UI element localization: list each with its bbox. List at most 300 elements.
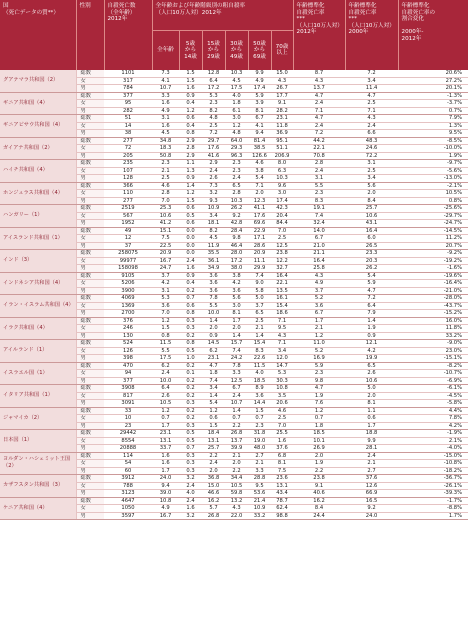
- value-cell: 9.3: [202, 197, 225, 205]
- value-cell: 5.0: [345, 385, 398, 393]
- value-cell: 205: [104, 152, 152, 160]
- value-cell: 7.0: [271, 227, 293, 235]
- header-age-all: 全年齢: [152, 30, 179, 70]
- value-cell: 9.1: [293, 482, 345, 490]
- value-cell: 16.4: [271, 272, 293, 280]
- sex-cell: 女: [76, 190, 104, 198]
- value-cell: 3.4: [345, 77, 398, 85]
- value-cell: 11.8: [271, 122, 293, 130]
- value-cell: 1.2: [152, 317, 179, 325]
- value-cell: 11.5: [248, 362, 271, 370]
- value-cell: 4.1: [152, 77, 179, 85]
- value-cell: 5.3: [152, 295, 179, 303]
- value-cell: 13.1: [152, 437, 179, 445]
- value-cell: 17.4: [271, 197, 293, 205]
- value-cell: 1.9: [293, 392, 345, 400]
- sex-cell: 男: [76, 445, 104, 453]
- sex-cell: 女: [76, 257, 104, 265]
- value-cell: 24.7: [152, 265, 179, 273]
- value-cell: 38.5: [248, 145, 271, 153]
- table-row: [0, 385, 468, 393]
- value-cell: 2.5: [152, 175, 179, 183]
- value-cell: 0.3: [179, 325, 202, 333]
- sex-cell: 総数: [76, 497, 104, 505]
- value-cell: 17.6: [202, 145, 225, 153]
- value-cell: 0.7: [225, 415, 248, 423]
- value-cell: 4.7: [345, 92, 398, 100]
- value-cell: 1.6: [179, 265, 202, 273]
- value-cell: 0.5: [179, 212, 202, 220]
- value-cell: 2.0: [248, 190, 271, 198]
- value-cell: 277: [104, 137, 152, 145]
- value-cell: 5206: [104, 280, 152, 288]
- value-cell: 21.4: [248, 497, 271, 505]
- value-cell: 16.9: [293, 355, 345, 363]
- value-cell: -10.8%: [398, 460, 468, 468]
- value-cell: 0.8: [179, 130, 202, 138]
- value-cell: 9.4: [248, 130, 271, 138]
- value-cell: 4.9: [248, 77, 271, 85]
- value-cell: 33.2%: [398, 332, 468, 340]
- value-cell: 64.0: [225, 137, 248, 145]
- value-cell: 3.3: [152, 92, 179, 100]
- value-cell: 4.9: [152, 505, 179, 513]
- value-cell: 72.2: [345, 152, 398, 160]
- sex-cell: 男: [76, 107, 104, 115]
- value-cell: 1.4: [202, 317, 225, 325]
- value-cell: 14.4: [248, 400, 271, 408]
- value-cell: 4.3: [271, 332, 293, 340]
- value-cell: 54: [104, 460, 152, 468]
- value-cell: 2.2: [293, 467, 345, 475]
- sex-cell: 女: [76, 325, 104, 333]
- value-cell: 567: [104, 212, 152, 220]
- value-cell: 4.6: [248, 160, 271, 168]
- value-cell: 14.7: [271, 362, 293, 370]
- value-cell: 277: [104, 197, 152, 205]
- value-cell: 8.7: [293, 70, 345, 77]
- value-cell: 26.8: [202, 512, 225, 520]
- value-cell: 4.3: [345, 115, 398, 123]
- value-cell: 4.4%: [398, 407, 468, 415]
- value-cell: 524: [104, 340, 152, 348]
- value-cell: 2.5: [202, 122, 225, 130]
- value-cell: 41.2: [152, 220, 179, 228]
- header-age-70-plus: 70歳 以上: [271, 30, 293, 70]
- value-cell: 18.5: [248, 377, 271, 385]
- value-cell: 99977: [104, 257, 152, 265]
- value-cell: 1.5: [179, 70, 202, 77]
- value-cell: 10.0: [152, 377, 179, 385]
- value-cell: -43.7%: [398, 302, 468, 310]
- value-cell: -6.9%: [398, 377, 468, 385]
- value-cell: 0.9: [202, 332, 225, 340]
- value-cell: 6.0: [345, 235, 398, 243]
- value-cell: 19.9: [345, 355, 398, 363]
- value-cell: 2.4: [293, 100, 345, 108]
- value-cell: 1.2: [179, 190, 202, 198]
- value-cell: 0.5: [179, 430, 202, 438]
- value-cell: 72: [104, 145, 152, 153]
- value-cell: 14.5: [202, 340, 225, 348]
- sex-cell: 女: [76, 167, 104, 175]
- value-cell: 2.6: [345, 370, 398, 378]
- header-percent-change: 年齢標準化 自殺死亡率の 割合変化 2000年- 2012年: [398, 0, 468, 70]
- value-cell: 69.6: [248, 220, 271, 228]
- value-cell: 1.5: [179, 77, 202, 85]
- value-cell: 24.4: [293, 512, 345, 520]
- value-cell: 2.8: [179, 145, 202, 153]
- value-cell: 4.3: [293, 272, 345, 280]
- sex-cell: 総数: [76, 475, 104, 483]
- country-name: ハイチ共和国（4）: [0, 160, 76, 183]
- value-cell: 2.7: [248, 452, 271, 460]
- value-cell: 0.6: [179, 205, 202, 213]
- header-suicides: 自殺死亡数 （全年齢） 2012年: [104, 0, 152, 70]
- value-cell: 3.7: [293, 287, 345, 295]
- country-name: イタリア共和国（1）: [0, 385, 76, 408]
- value-cell: 17.1: [248, 235, 271, 243]
- value-cell: 9.8: [293, 377, 345, 385]
- sex-cell: 総数: [76, 452, 104, 460]
- value-cell: 0.9: [179, 92, 202, 100]
- value-cell: -15.2%: [398, 310, 468, 318]
- value-cell: 1.3%: [398, 122, 468, 130]
- sex-cell: 総数: [76, 385, 104, 393]
- sex-cell: 女: [76, 460, 104, 468]
- value-cell: -21.0%: [398, 287, 468, 295]
- value-cell: 96.3: [225, 152, 248, 160]
- value-cell: 11.9: [202, 242, 225, 250]
- value-cell: 19.1: [293, 205, 345, 213]
- value-cell: 15.0: [202, 482, 225, 490]
- header-age-15-29: 15歳 から 29歳: [202, 30, 225, 70]
- value-cell: 2.1: [248, 325, 271, 333]
- value-cell: 29442: [104, 430, 152, 438]
- sex-cell: 総数: [76, 115, 104, 123]
- value-cell: 25.5: [271, 430, 293, 438]
- value-cell: 376: [104, 317, 152, 325]
- value-cell: 2.0: [225, 460, 248, 468]
- value-cell: 110: [104, 190, 152, 198]
- value-cell: 28.6: [248, 242, 271, 250]
- sex-cell: 総数: [76, 250, 104, 258]
- value-cell: 1.2: [293, 407, 345, 415]
- table-row: [0, 497, 468, 505]
- value-cell: 11.8%: [398, 325, 468, 333]
- value-cell: 2.7: [345, 467, 398, 475]
- value-cell: 7.2: [202, 130, 225, 138]
- value-cell: 8.4: [293, 505, 345, 513]
- value-cell: 15.4: [271, 302, 293, 310]
- value-cell: 3.6: [202, 280, 225, 288]
- value-cell: 26.2: [345, 265, 398, 273]
- value-cell: 5.9: [248, 92, 271, 100]
- value-cell: 18.3: [152, 145, 179, 153]
- value-cell: 23: [104, 422, 152, 430]
- value-cell: 34.4: [225, 475, 248, 483]
- value-cell: 84.4: [271, 220, 293, 228]
- sex-cell: 総数: [76, 317, 104, 325]
- value-cell: 4.7: [293, 385, 345, 393]
- value-cell: 0.6: [179, 115, 202, 123]
- value-cell: 18.4: [202, 430, 225, 438]
- value-cell: 2.4: [293, 167, 345, 175]
- value-cell: 10.5: [225, 482, 248, 490]
- value-cell: 2.8: [293, 160, 345, 168]
- value-cell: 31.8: [248, 430, 271, 438]
- value-cell: 4069: [104, 295, 152, 303]
- value-cell: -4.0%: [398, 445, 468, 453]
- sex-cell: 総数: [76, 227, 104, 235]
- value-cell: 258075: [104, 250, 152, 258]
- value-cell: 1.4: [202, 392, 225, 400]
- table-row: [0, 205, 468, 213]
- sex-cell: 男: [76, 422, 104, 430]
- country-name: ジャマイカ（2）: [0, 407, 76, 430]
- value-cell: 1.4: [248, 332, 271, 340]
- value-cell: 22.6: [248, 355, 271, 363]
- value-cell: 66.9: [345, 490, 398, 498]
- value-cell: 60: [104, 467, 152, 475]
- value-cell: 107: [104, 167, 152, 175]
- value-cell: 1.0: [179, 355, 202, 363]
- value-cell: 14: [104, 122, 152, 130]
- value-cell: 6.1: [225, 107, 248, 115]
- value-cell: 3091: [104, 400, 152, 408]
- value-cell: 5.7: [202, 505, 225, 513]
- value-cell: 4.9: [152, 107, 179, 115]
- value-cell: 34.8: [152, 137, 179, 145]
- value-cell: 41.6: [202, 152, 225, 160]
- value-cell: -24.7%: [398, 220, 468, 228]
- value-cell: 22.5: [152, 242, 179, 250]
- value-cell: 15.1: [152, 227, 179, 235]
- value-cell: 4.0: [225, 92, 248, 100]
- value-cell: 16.0%: [398, 317, 468, 325]
- value-cell: 7.1: [271, 317, 293, 325]
- value-cell: 12.5: [225, 377, 248, 385]
- value-cell: 17.2: [202, 85, 225, 93]
- value-cell: -15.0%: [398, 452, 468, 460]
- value-cell: 16.7: [152, 257, 179, 265]
- country-name: ホンジュラス共和国（4）: [0, 182, 76, 205]
- sex-cell: 女: [76, 505, 104, 513]
- value-cell: 16.2: [202, 497, 225, 505]
- sex-cell: 女: [76, 482, 104, 490]
- value-cell: -8.5%: [398, 137, 468, 145]
- value-cell: 5.5: [152, 347, 179, 355]
- value-cell: 59.8: [225, 490, 248, 498]
- value-cell: -39.3%: [398, 490, 468, 498]
- value-cell: 6.7: [248, 115, 271, 123]
- value-cell: 3.6: [152, 302, 179, 310]
- table-row: [0, 340, 468, 348]
- value-cell: -5.6%: [398, 167, 468, 175]
- value-cell: 6.7: [225, 385, 248, 393]
- value-cell: 1.2: [152, 407, 179, 415]
- sex-cell: 男: [76, 175, 104, 183]
- value-cell: 7.2: [345, 70, 398, 77]
- header-age-30-49: 30歳 から 49歳: [225, 30, 248, 70]
- value-cell: 0.3: [179, 467, 202, 475]
- value-cell: 9.0: [248, 280, 271, 288]
- value-cell: 42.8: [225, 220, 248, 228]
- value-cell: 6.7: [293, 310, 345, 318]
- value-cell: 20.3: [345, 257, 398, 265]
- value-cell: 10.6: [345, 212, 398, 220]
- value-cell: 0.9: [345, 332, 398, 340]
- value-cell: 282: [104, 107, 152, 115]
- table-row: [0, 92, 468, 100]
- value-cell: -1.9%: [398, 430, 468, 438]
- value-cell: 5.6: [345, 182, 398, 190]
- value-cell: 13.5: [271, 287, 293, 295]
- sex-cell: 女: [76, 122, 104, 130]
- value-cell: 8.1: [345, 400, 398, 408]
- value-cell: 2.1: [345, 460, 398, 468]
- value-cell: 0.6: [202, 415, 225, 423]
- value-cell: 10.3: [225, 70, 248, 77]
- value-cell: 23.6: [271, 475, 293, 483]
- sex-cell: 男: [76, 490, 104, 498]
- value-cell: 37: [104, 242, 152, 250]
- value-cell: -10.0%: [398, 145, 468, 153]
- value-cell: 46.4: [225, 242, 248, 250]
- value-cell: 94: [104, 370, 152, 378]
- value-cell: 12.5: [271, 242, 293, 250]
- value-cell: 4.7: [202, 362, 225, 370]
- value-cell: 0.0: [179, 250, 202, 258]
- value-cell: 5.9: [293, 362, 345, 370]
- value-cell: 11.4: [345, 85, 398, 93]
- value-cell: 5.4: [202, 400, 225, 408]
- value-cell: 4.1: [248, 122, 271, 130]
- value-cell: 7.9%: [398, 115, 468, 123]
- value-cell: 4.2%: [398, 422, 468, 430]
- value-cell: 10.3: [225, 197, 248, 205]
- value-cell: 11.0: [293, 340, 345, 348]
- value-cell: 7.1: [271, 340, 293, 348]
- table-row: [0, 475, 468, 483]
- value-cell: 0.2: [179, 407, 202, 415]
- value-cell: 1.9: [293, 460, 345, 468]
- value-cell: -4.5%: [398, 392, 468, 400]
- value-cell: 5.5: [202, 302, 225, 310]
- value-cell: 0.2: [179, 415, 202, 423]
- value-cell: 7.8%: [398, 415, 468, 423]
- table-row: [0, 272, 468, 280]
- value-cell: 2.4: [152, 370, 179, 378]
- value-cell: 21.0: [293, 242, 345, 250]
- value-cell: -14.5%: [398, 227, 468, 235]
- country-name: 日本国（1）: [0, 430, 76, 453]
- value-cell: 4.3: [293, 77, 345, 85]
- value-cell: -28.0%: [398, 295, 468, 303]
- value-cell: 2.6: [152, 392, 179, 400]
- value-cell: 8.3: [248, 347, 271, 355]
- value-cell: 1952: [104, 220, 152, 228]
- value-cell: -8.8%: [398, 505, 468, 513]
- value-cell: 2.3: [152, 160, 179, 168]
- sex-cell: 男: [76, 197, 104, 205]
- value-cell: 5.3: [202, 92, 225, 100]
- value-cell: 0.3: [179, 400, 202, 408]
- value-cell: 0.1: [179, 370, 202, 378]
- value-cell: 1.6: [152, 452, 179, 460]
- value-cell: 4.2: [345, 347, 398, 355]
- value-cell: -16.4%: [398, 280, 468, 288]
- value-cell: 51.1: [271, 145, 293, 153]
- value-cell: 0.7: [179, 445, 202, 453]
- value-cell: 4.5: [152, 130, 179, 138]
- sex-cell: 女: [76, 212, 104, 220]
- value-cell: 30.3: [271, 377, 293, 385]
- value-cell: 126.6: [248, 152, 271, 160]
- value-cell: 6.5: [225, 182, 248, 190]
- value-cell: 1.7: [152, 422, 179, 430]
- value-cell: 3.5: [271, 392, 293, 400]
- sex-cell: 総数: [76, 272, 104, 280]
- value-cell: 10.0: [202, 310, 225, 318]
- value-cell: 10.8: [271, 385, 293, 393]
- value-cell: 5.4: [248, 175, 271, 183]
- value-cell: 2.1: [152, 167, 179, 175]
- value-cell: 2.9: [179, 137, 202, 145]
- value-cell: 0.9: [179, 175, 202, 183]
- sex-cell: 総数: [76, 70, 104, 77]
- value-cell: 9.2: [345, 505, 398, 513]
- value-cell: 10.5%: [398, 190, 468, 198]
- value-cell: -1.6%: [398, 265, 468, 273]
- value-cell: 36.1: [202, 257, 225, 265]
- value-cell: 22.0: [225, 512, 248, 520]
- value-cell: 3.3: [225, 370, 248, 378]
- value-cell: 9.8: [225, 235, 248, 243]
- value-cell: 1.1: [345, 407, 398, 415]
- value-cell: 27.2%: [398, 77, 468, 85]
- value-cell: -9.0%: [398, 340, 468, 348]
- sex-cell: 男: [76, 130, 104, 138]
- value-cell: 9.9: [248, 70, 271, 77]
- header-age-5-14: 5歳 から 14歳: [179, 30, 202, 70]
- value-cell: 17.5: [225, 85, 248, 93]
- value-cell: 10: [104, 415, 152, 423]
- value-cell: 4.5: [225, 77, 248, 85]
- sex-cell: 総数: [76, 295, 104, 303]
- value-cell: 0.3: [179, 317, 202, 325]
- value-cell: 4.5: [202, 235, 225, 243]
- sex-cell: 総数: [76, 362, 104, 370]
- value-cell: 22.9: [248, 227, 271, 235]
- value-cell: 398: [104, 355, 152, 363]
- value-cell: 3.0: [225, 115, 248, 123]
- value-cell: 2519: [104, 205, 152, 213]
- value-cell: 5.4: [345, 272, 398, 280]
- value-cell: 17.7: [271, 92, 293, 100]
- country-name: ガイアナ共和国（2）: [0, 137, 76, 160]
- value-cell: 0.6: [179, 220, 202, 228]
- value-cell: 2.5: [345, 100, 398, 108]
- value-cell: 470: [104, 362, 152, 370]
- value-cell: 2.3: [248, 422, 271, 430]
- value-cell: 126: [104, 347, 152, 355]
- value-cell: 78.7: [271, 497, 293, 505]
- value-cell: 2.4: [225, 175, 248, 183]
- value-cell: 20.4: [271, 212, 293, 220]
- value-cell: 70.8: [293, 152, 345, 160]
- value-cell: 0.8: [152, 332, 179, 340]
